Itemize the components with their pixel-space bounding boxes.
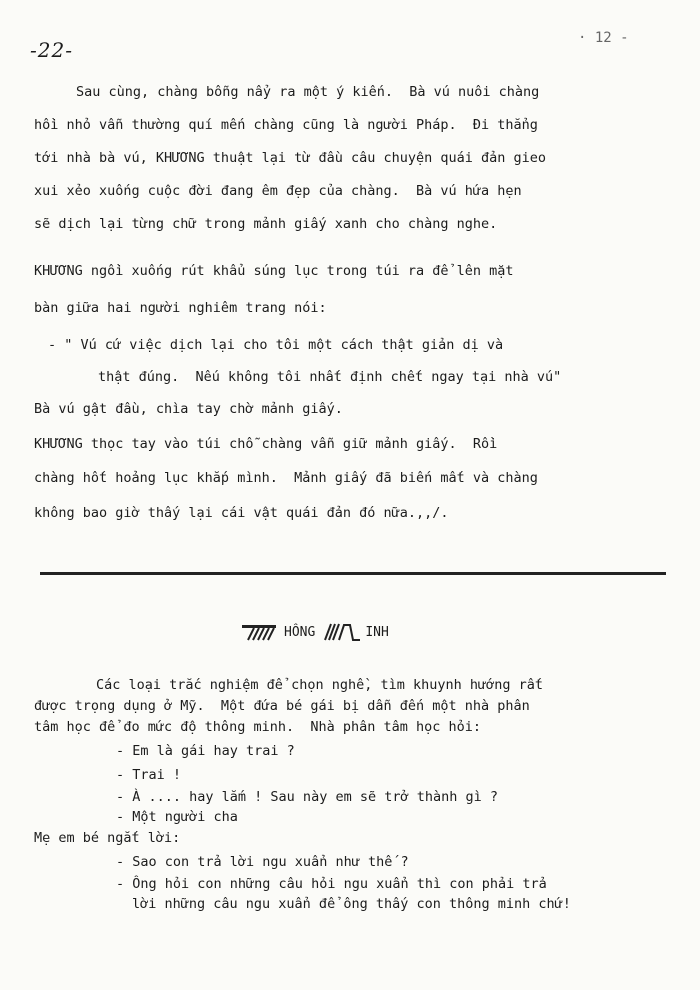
joke-line: tâm học để đo mức độ thông minh. Nhà phân tâm học hỏi: [34,719,482,735]
story-line: bàn giữa hai người nghiêm trang nói: [34,300,327,316]
section-divider [40,572,666,575]
story-line: Sau cùng, chàng bỗng nẩy ra một ý kiến. Bà vú nuôi chàng [76,84,540,100]
story-line: xui xẻo xuống cuộc đời đang êm đẹp của chàng. Bà vú hứa hẹn [34,183,522,199]
story-line: sẽ dịch lại từng chữ trong mảnh giấy xanh cho chàng nghe. [34,216,498,232]
page-number: -22- [30,38,73,62]
story-line: không bao giờ thấy lại cái vật quái đản đó nữa.,,/. [34,505,449,521]
story-line: KHƯƠNG thọc tay vào túi chỗ chàng vẫn giữ mảnh giấy. Rồi [34,436,498,452]
story-line: hồi nhỏ vẫn thường quí mến chàng cũng là người Pháp. Đi thẳng [34,117,538,133]
joke-line: - Em là gái hay trai ? [116,743,295,759]
story-line: chàng hốt hoảng lục khắp mình. Mảnh giấy đã biến mất và chàng [34,470,538,486]
joke-line: - À .... hay lắm ! Sau này em sẽ trở thành gì ? [116,789,499,805]
joke-line: Các loại trắc nghiệm để chọn nghề, tìm khuynh hướng rất [96,677,544,693]
story-line: KHƯƠNG ngồi xuống rút khẩu súng lục trong túi ra để lên mặt [34,263,514,279]
heading-part-1: HÔNG [284,624,316,640]
section-heading [242,622,397,642]
story-line: tới nhà bà vú, KHƯƠNG thuật lại từ đầu câu chuyện quái đản gieo [34,150,547,166]
heading-part-2: INH [365,624,389,640]
story-line: thật đúng. Nếu không tôi nhất định chết ngay tại nhà vú" [98,369,562,385]
joke-line: - Ông hỏi con những câu hỏi ngu xuẩn thì con phải trả [116,876,547,892]
joke-line: - Sao con trả lời ngu xuẩn như thế ? [116,854,409,870]
joke-line: lời những câu ngu xuẩn để ông thấy con thông minh chứ! [132,896,571,912]
corner-mark: · 12 - [578,30,629,46]
story-line: - " Vú cứ việc dịch lại cho tôi một cách thật giản dị và [48,337,504,353]
joke-line: - Trai ! [116,767,182,783]
joke-line: được trọng dụng ở Mỹ. Một đứa bé gái bị dẫn đến một nhà phân [34,698,530,714]
story-line: Bà vú gật đầu, chìa tay chờ mảnh giấy. [34,401,343,417]
decorative-initial-t-icon [242,623,278,641]
joke-line: - Một người cha [116,809,238,825]
decorative-initial-m-icon [323,622,361,642]
joke-line: Mẹ em bé ngắt lời: [34,830,181,846]
